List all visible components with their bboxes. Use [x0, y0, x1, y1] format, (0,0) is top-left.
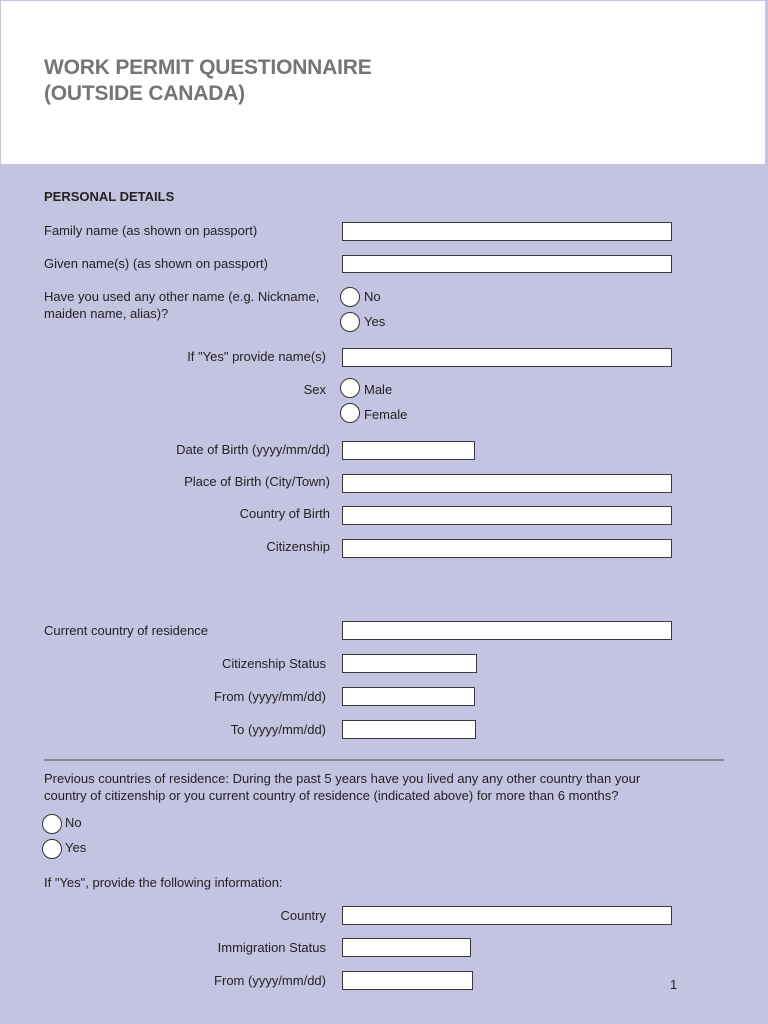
previous-if-yes-label: If "Yes", provide the following information: — [44, 875, 283, 890]
citizenship-status-input[interactable] — [342, 654, 477, 673]
family-name-input[interactable] — [342, 222, 672, 241]
family-name-label: Family name (as shown on passport) — [44, 223, 258, 238]
title-line-1: WORK PERMIT QUESTIONNAIRE — [44, 56, 372, 79]
immigration-status-label: Immigration Status — [217, 940, 326, 955]
from-label: From (yyyy/mm/dd) — [214, 689, 326, 704]
given-name-input[interactable] — [342, 255, 672, 273]
previous-from-input[interactable] — [342, 971, 473, 990]
previous-no-radio[interactable] — [42, 814, 62, 834]
other-name-question-line-2: maiden name, alias)? — [44, 306, 169, 321]
pob-input[interactable] — [342, 474, 672, 493]
country-birth-label: Country of Birth — [239, 506, 330, 521]
given-name-label: Given name(s) (as shown on passport) — [44, 256, 268, 271]
page-title — [44, 55, 372, 107]
other-names-label: If "Yes" provide name(s) — [187, 349, 326, 364]
previous-from-label: From (yyyy/mm/dd) — [214, 973, 326, 988]
header-banner — [0, 0, 766, 165]
to-label: To (yyyy/mm/dd) — [230, 722, 326, 737]
other-name-no-label: No — [364, 289, 381, 304]
pob-label: Place of Birth (City/Town) — [184, 474, 330, 489]
other-name-no-radio[interactable] — [340, 287, 360, 307]
current-country-input[interactable] — [342, 621, 672, 640]
page-number: 1 — [670, 977, 678, 992]
sex-label: Sex — [303, 382, 326, 397]
previous-residence-question: Previous countries of residence: During the past 5 years have you lived any any other country than your country of citizenship or you current country of residence (indicated above) for more than 6 months? — [44, 771, 641, 803]
other-names-input[interactable] — [342, 348, 672, 367]
dob-label: Date of Birth (yyyy/mm/dd) — [176, 442, 330, 457]
from-input[interactable] — [342, 687, 475, 706]
previous-yes-label: Yes — [65, 840, 87, 855]
current-country-label: Current country of residence — [44, 623, 209, 638]
previous-yes-radio[interactable] — [42, 839, 62, 859]
other-name-yes-radio[interactable] — [340, 312, 360, 332]
sex-female-radio[interactable] — [340, 403, 360, 423]
immigration-status-input[interactable] — [342, 938, 471, 957]
other-name-question-line-1: Have you used any other name (e.g. Nickname, — [44, 289, 320, 304]
previous-no-label: No — [65, 815, 82, 830]
title-line-2: (OUTSIDE CANADA) — [44, 82, 245, 105]
previous-country-input[interactable] — [342, 906, 672, 925]
citizenship-status-label: Citizenship Status — [221, 656, 326, 671]
section-divider — [44, 759, 724, 761]
sex-male-radio[interactable] — [340, 378, 360, 398]
section-title: PERSONAL DETAILS — [44, 189, 175, 204]
country-birth-input[interactable] — [342, 506, 672, 525]
dob-input[interactable] — [342, 441, 475, 460]
sex-male-label: Male — [364, 382, 393, 397]
citizenship-input[interactable] — [342, 539, 672, 558]
citizenship-label: Citizenship — [266, 539, 330, 554]
other-name-question — [44, 288, 319, 322]
other-name-yes-label: Yes — [364, 314, 386, 329]
previous-country-label: Country — [280, 908, 326, 923]
to-input[interactable] — [342, 720, 476, 739]
sex-female-label: Female — [364, 407, 408, 422]
